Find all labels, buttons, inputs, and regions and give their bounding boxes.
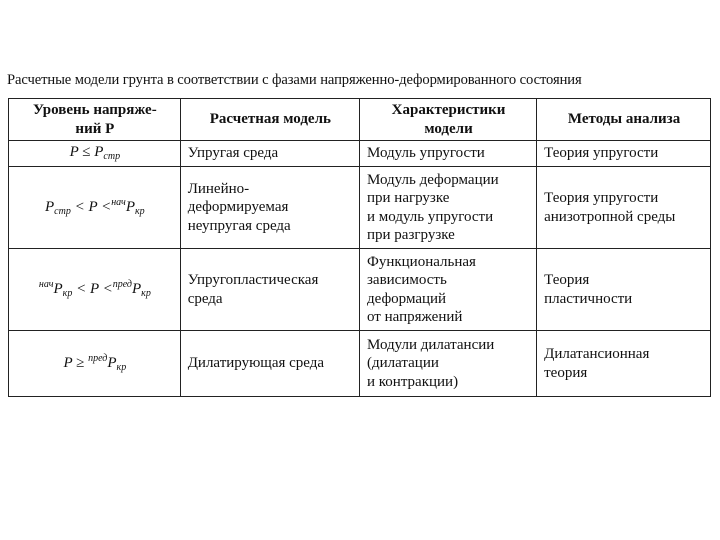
level-superscript: нач: [111, 196, 126, 208]
table-row: [9, 249, 711, 331]
methods-cell: Теория пластичности: [537, 249, 711, 331]
table-caption: Расчетные модели грунта в соответствии с фазами напряженно-деформированного состояния: [7, 72, 582, 88]
level-subscript: кр: [135, 205, 145, 217]
model-cell: Упругопластическая среда: [180, 249, 359, 331]
model-cell: Упругая среда: [180, 141, 359, 167]
stress-level-cell: [9, 249, 181, 331]
level-text: P: [131, 280, 142, 297]
level-superscript: пред: [112, 278, 132, 290]
level-text: P ≤ P: [69, 144, 104, 161]
header-methods: Методы анализа: [537, 99, 711, 141]
level-subscript: стр: [103, 151, 121, 163]
header-model: Расчетная модель: [180, 99, 359, 141]
header-characteristics: Характеристики модели: [359, 99, 536, 141]
stress-level-cell: [9, 167, 181, 249]
level-superscript: пред: [88, 352, 108, 364]
characteristics-cell: Модули дилатансии (дилатации и контракции): [359, 331, 536, 397]
table-row: [9, 167, 711, 249]
model-cell: Линейно- деформируемая неупругая среда: [180, 167, 359, 249]
characteristics-cell: Модуль упругости: [359, 141, 536, 167]
level-text: P: [107, 354, 117, 371]
level-superscript: нач: [38, 278, 54, 290]
stress-level-cell: [9, 331, 181, 397]
table-row: [9, 141, 711, 167]
methods-cell: Теория упругости анизотропной среды: [537, 167, 711, 249]
level-text: P: [53, 280, 63, 297]
level-text: P ≥: [63, 354, 89, 371]
table-row: [9, 331, 711, 397]
table-header-row: [9, 99, 711, 141]
stress-level-cell: [9, 141, 181, 167]
level-text: P: [44, 198, 55, 215]
model-cell: Дилатирующая среда: [180, 331, 359, 397]
level-subscript: кр: [116, 361, 127, 373]
methods-cell: Дилатансионная теория: [537, 331, 711, 397]
level-subscript: стр: [54, 205, 71, 217]
soil-models-table: [8, 98, 711, 397]
characteristics-cell: Модуль деформации при нагрузке и модуль упругости при разгрузке: [359, 167, 536, 249]
level-subscript: кр: [62, 287, 73, 299]
level-text: < P <: [72, 280, 113, 297]
level-text: < P <: [70, 198, 112, 215]
level-subscript: кр: [141, 287, 151, 299]
level-text: P: [125, 198, 135, 215]
header-stress-level: Уровень напряже- ний P: [9, 99, 181, 141]
methods-cell: Теория упругости: [537, 141, 711, 167]
characteristics-cell: Функциональная зависимость деформаций от напряжений: [359, 249, 536, 331]
